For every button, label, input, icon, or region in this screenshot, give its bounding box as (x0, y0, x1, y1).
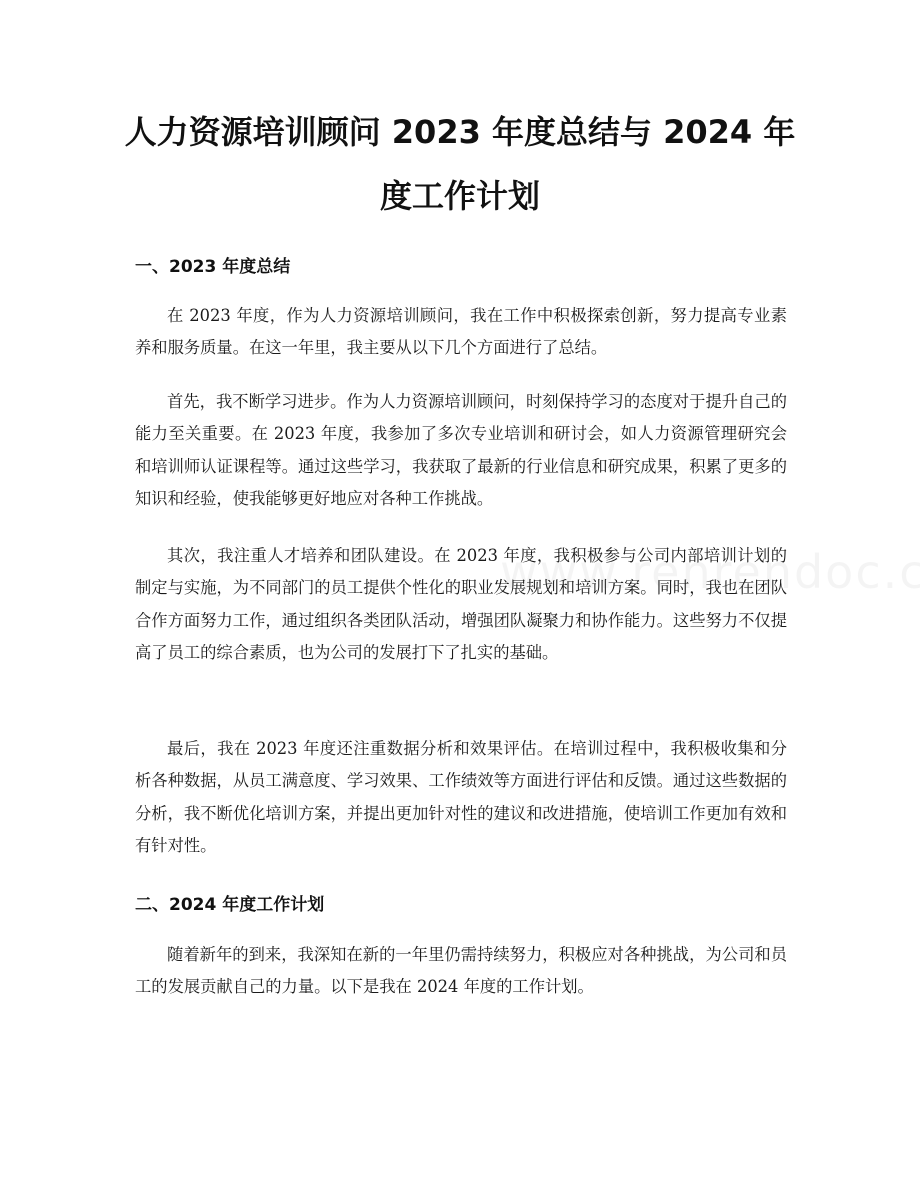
paragraph-learning: 首先，我不断学习进步。作为人力资源培训顾问，时刻保持学习的态度对于提升自己的能力至关重要。在 2023 年度，我参加了多次专业培训和研讨会，如人力资源管理研究会和培训师认证课程等。通过这些学习，我获取了最新的行业信息和研究成果，积累了更多的知识和经验，使我能够更好地应对各种工作挑战。 (135, 392, 787, 508)
document-title: 人力资源培训顾问 2023 年度总结与 2024 年度工作计划 (124, 113, 796, 215)
paragraph-intro: 在 2023 年度，作为人力资源培训顾问，我在工作中积极探索创新，努力提高专业素养和服务质量。在这一年里，我主要从以下几个方面进行了总结。 (135, 306, 787, 358)
paragraph-2024-intro: 随着新年的到来，我深知在新的一年里仍需持续努力，积极应对各种挑战，为公司和员工的发展贡献自己的力量。以下是我在 2024 年度的工作计划。 (135, 945, 787, 997)
paragraph-talent-development: 其次，我注重人才培养和团队建设。在 2023 年度，我积极参与公司内部培训计划的制定与实施，为不同部门的员工提供个性化的职业发展规划和培训方案。同时，我也在团队合作方面努力工作，通过组织各类团队活动，增强团队凝聚力和协作能力。这些努力不仅提高了员工的综合素质，也为公司的发展打下了扎实的基础。 (135, 546, 787, 662)
paragraph-data-analysis: 最后，我在 2023 年度还注重数据分析和效果评估。在培训过程中，我积极收集和分析各种数据，从员工满意度、学习效果、工作绩效等方面进行评估和反馈。通过这些数据的分析，我不断优化培训方案，并提出更加针对性的建议和改进措施，使培训工作更加有效和有针对性。 (135, 739, 787, 855)
section-heading-2023-summary: 一、2023 年度总结 (135, 257, 291, 277)
section-heading-2024-plan: 二、2024 年度工作计划 (135, 895, 325, 915)
